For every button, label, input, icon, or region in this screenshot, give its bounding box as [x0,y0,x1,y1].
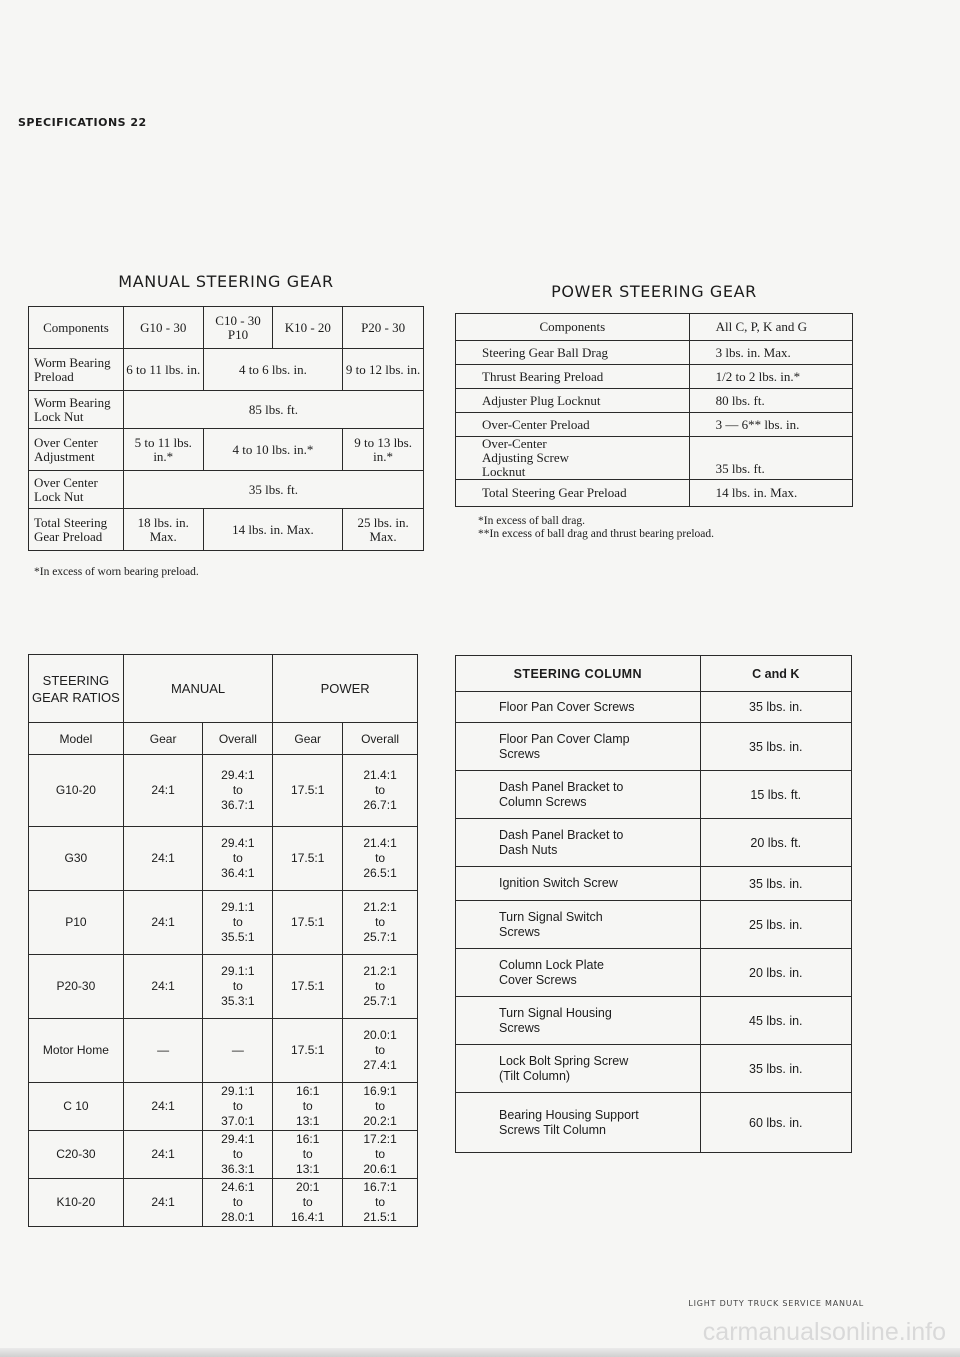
header-cell: P20 - 30 [343,307,424,349]
table-row [456,867,852,901]
table-row [29,391,424,429]
ratio-cell: 21.4:1 to 26.7:1 [343,755,418,827]
subheader-cell: Overall [343,723,418,755]
value-cell: 80 lbs. ft. [689,389,852,413]
component-cell: Over-Center Preload [456,413,690,437]
ratio-cell: — [123,1019,203,1083]
header-cell: K10 - 20 [273,307,343,349]
value-cell: 3 lbs. in. Max. [689,341,852,365]
table-row [456,413,853,437]
subheader-cell: Model [29,723,124,755]
torque-cell: 35 lbs. in. [700,1045,851,1093]
steering-column-table [455,655,852,1153]
table-row [456,771,852,819]
ratio-cell: 17.5:1 [273,755,343,827]
value-cell: 14 lbs. in. Max. [203,509,343,551]
model-cell: P20-30 [29,955,124,1019]
page-bottom-edge [0,1348,960,1357]
torque-cell: 35 lbs. in. [700,867,851,901]
ratio-cell: 16.9:1 to 20.2:1 [343,1083,418,1131]
table-row [29,1179,418,1227]
value-cell: 35 lbs. ft. [123,471,423,509]
torque-cell: 35 lbs. in. [700,692,851,723]
ratio-cell: 16:1 to 13:1 [273,1131,343,1179]
component-cell: Column Lock Plate Cover Screws [456,949,701,997]
ratio-cell: 21.4:1 to 26.5:1 [343,827,418,891]
ratio-cell: 17.2:1 to 20.6:1 [343,1131,418,1179]
header-line: P10 [227,326,249,342]
ratio-cell: 17.5:1 [273,891,343,955]
ratio-cell: 24:1 [123,1179,203,1227]
value-cell: 18 lbs. in. Max. [123,509,203,551]
ratio-cell: 29.4:1 to 36.4:1 [203,827,273,891]
component-cell: Over-Center Adjusting Screw Locknut [456,437,690,480]
ratio-cell: 21.2:1 to 25.7:1 [343,891,418,955]
ratio-cell: 20:1 to 16.4:1 [273,1179,343,1227]
component-cell: Bearing Housing Support Screws Tilt Column [456,1093,701,1153]
component-cell: Thrust Bearing Preload [456,365,690,389]
value-cell: 1/2 to 2 lbs. in.* [689,365,852,389]
table-row [456,1093,852,1153]
table-row [456,901,852,949]
ratio-cell: 29.1:1 to 35.3:1 [203,955,273,1019]
component-cell: Dash Panel Bracket to Dash Nuts [456,819,701,867]
row-label: Over Center Adjustment [29,429,124,471]
table-row [456,365,853,389]
table-row [456,341,853,365]
ratio-cell: 29.4:1 to 36.3:1 [203,1131,273,1179]
row-label: Over Center Lock Nut [29,471,124,509]
component-cell: Steering Gear Ball Drag [456,341,690,365]
manual-steering-title: MANUAL STEERING GEAR [118,272,334,291]
watermark: carmanualsonline.info [702,1318,946,1346]
torque-cell: 25 lbs. in. [700,901,851,949]
page-header: SPECIFICATIONS 22 [18,116,147,129]
value-cell: 6 to 11 lbs. in. [123,349,203,391]
ratio-cell: 16:1 to 13:1 [273,1083,343,1131]
subheader-cell: Gear [123,723,203,755]
table-row [29,891,418,955]
component-cell: Dash Panel Bracket to Column Screws [456,771,701,819]
value-cell: 25 lbs. in. Max. [343,509,424,551]
value-cell: 35 lbs. ft. [689,437,852,480]
ratio-cell: — [203,1019,273,1083]
column-body [456,692,852,1153]
model-cell: C20-30 [29,1131,124,1179]
component-cell: Lock Bolt Spring Screw (Tilt Column) [456,1045,701,1093]
table-row [456,949,852,997]
ratios-subheader-row [29,723,418,755]
table-row [456,692,852,723]
table-row [29,1083,418,1131]
table-row [29,349,424,391]
torque-cell: 60 lbs. in. [700,1093,851,1153]
table-row [29,471,424,509]
ratio-cell: 24:1 [123,891,203,955]
row-label: Worm Bearing Lock Nut [29,391,124,429]
component-cell: Floor Pan Cover Screws [456,692,701,723]
ratio-cell: 24:1 [123,827,203,891]
torque-cell: 15 lbs. ft. [700,771,851,819]
torque-cell: 20 lbs. in. [700,949,851,997]
subheader-cell: Overall [203,723,273,755]
power-header-row [456,314,853,341]
table-row [456,1045,852,1093]
ratio-cell: 29.1:1 to 35.5:1 [203,891,273,955]
value-cell: 9 to 12 lbs. in. [343,349,424,391]
header-cell: G10 - 30 [123,307,203,349]
ratio-cell: 24:1 [123,755,203,827]
table-row [29,1131,418,1179]
value-cell: 85 lbs. ft. [123,391,423,429]
power-steering-title: POWER STEERING GEAR [551,282,757,301]
header-cell: STEERING COLUMN [456,656,701,692]
ratios-header-row [29,655,418,723]
table-row [456,723,852,771]
table-row [29,755,418,827]
ratio-cell: 17.5:1 [273,1019,343,1083]
header-cell [203,307,273,349]
ratio-cell: 24:1 [123,1131,203,1179]
value-cell: 3 — 6** lbs. in. [689,413,852,437]
table-row [29,955,418,1019]
subheader-cell: Gear [273,723,343,755]
torque-cell: 45 lbs. in. [700,997,851,1045]
header-cell: All C, P, K and G [689,314,852,341]
column-header-row [456,656,852,692]
model-cell: G30 [29,827,124,891]
ratios-body [29,755,418,1227]
component-cell: Adjuster Plug Locknut [456,389,690,413]
manual-steering-table [28,306,424,551]
model-cell: K10-20 [29,1179,124,1227]
table-row [29,509,424,551]
ratios-corner-cell: STEERING GEAR RATIOS [29,655,124,723]
ratio-cell: 24:1 [123,1083,203,1131]
power-footnote-1: *In excess of ball drag. [478,515,585,527]
footer-text: LIGHT DUTY TRUCK SERVICE MANUAL [688,1299,864,1308]
table-row [456,437,853,480]
manual-header-row [29,307,424,349]
steering-gear-ratios-table [28,654,418,1227]
ratio-cell: 20.0:1 to 27.4:1 [343,1019,418,1083]
ratio-cell: 29.4:1 to 36.7:1 [203,755,273,827]
component-cell: Total Steering Gear Preload [456,480,690,507]
manual-footnote: *In excess of worn bearing preload. [34,566,199,578]
component-cell: Turn Signal Switch Screws [456,901,701,949]
header-cell: Components [456,314,690,341]
header-cell: Components [29,307,124,349]
table-row [456,389,853,413]
torque-cell: 20 lbs. ft. [700,819,851,867]
table-row [29,827,418,891]
ratio-cell: 29.1:1 to 37.0:1 [203,1083,273,1131]
torque-cell: 35 lbs. in. [700,723,851,771]
table-row [29,1019,418,1083]
value-cell: 4 to 10 lbs. in.* [203,429,343,471]
value-cell: 5 to 11 lbs. in.* [123,429,203,471]
value-cell: 9 to 13 lbs. in.* [343,429,424,471]
model-cell: C 10 [29,1083,124,1131]
power-steering-table [455,313,853,507]
component-cell: Floor Pan Cover Clamp Screws [456,723,701,771]
table-row [456,480,853,507]
manual-group-header: MANUAL [123,655,272,723]
model-cell: G10-20 [29,755,124,827]
ratio-cell: 24.6:1 to 28.0:1 [203,1179,273,1227]
value-cell: 4 to 6 lbs. in. [203,349,343,391]
ratio-cell: 16.7:1 to 21.5:1 [343,1179,418,1227]
row-label: Total Steering Gear Preload [29,509,124,551]
power-group-header: POWER [273,655,418,723]
component-cell: Turn Signal Housing Screws [456,997,701,1045]
table-row [29,429,424,471]
table-row [456,997,852,1045]
ratio-cell: 17.5:1 [273,827,343,891]
model-cell: Motor Home [29,1019,124,1083]
table-row [456,819,852,867]
ratio-cell: 17.5:1 [273,955,343,1019]
component-cell: Ignition Switch Screw [456,867,701,901]
ratio-cell: 21.2:1 to 25.7:1 [343,955,418,1019]
value-cell: 14 lbs. in. Max. [689,480,852,507]
model-cell: P10 [29,891,124,955]
row-label: Worm Bearing Preload [29,349,124,391]
power-footnote-2: **In excess of ball drag and thrust bearing preload. [478,528,714,540]
header-line: C10 - 30 [215,312,261,328]
ratio-cell: 24:1 [123,955,203,1019]
header-cell: C and K [700,656,851,692]
